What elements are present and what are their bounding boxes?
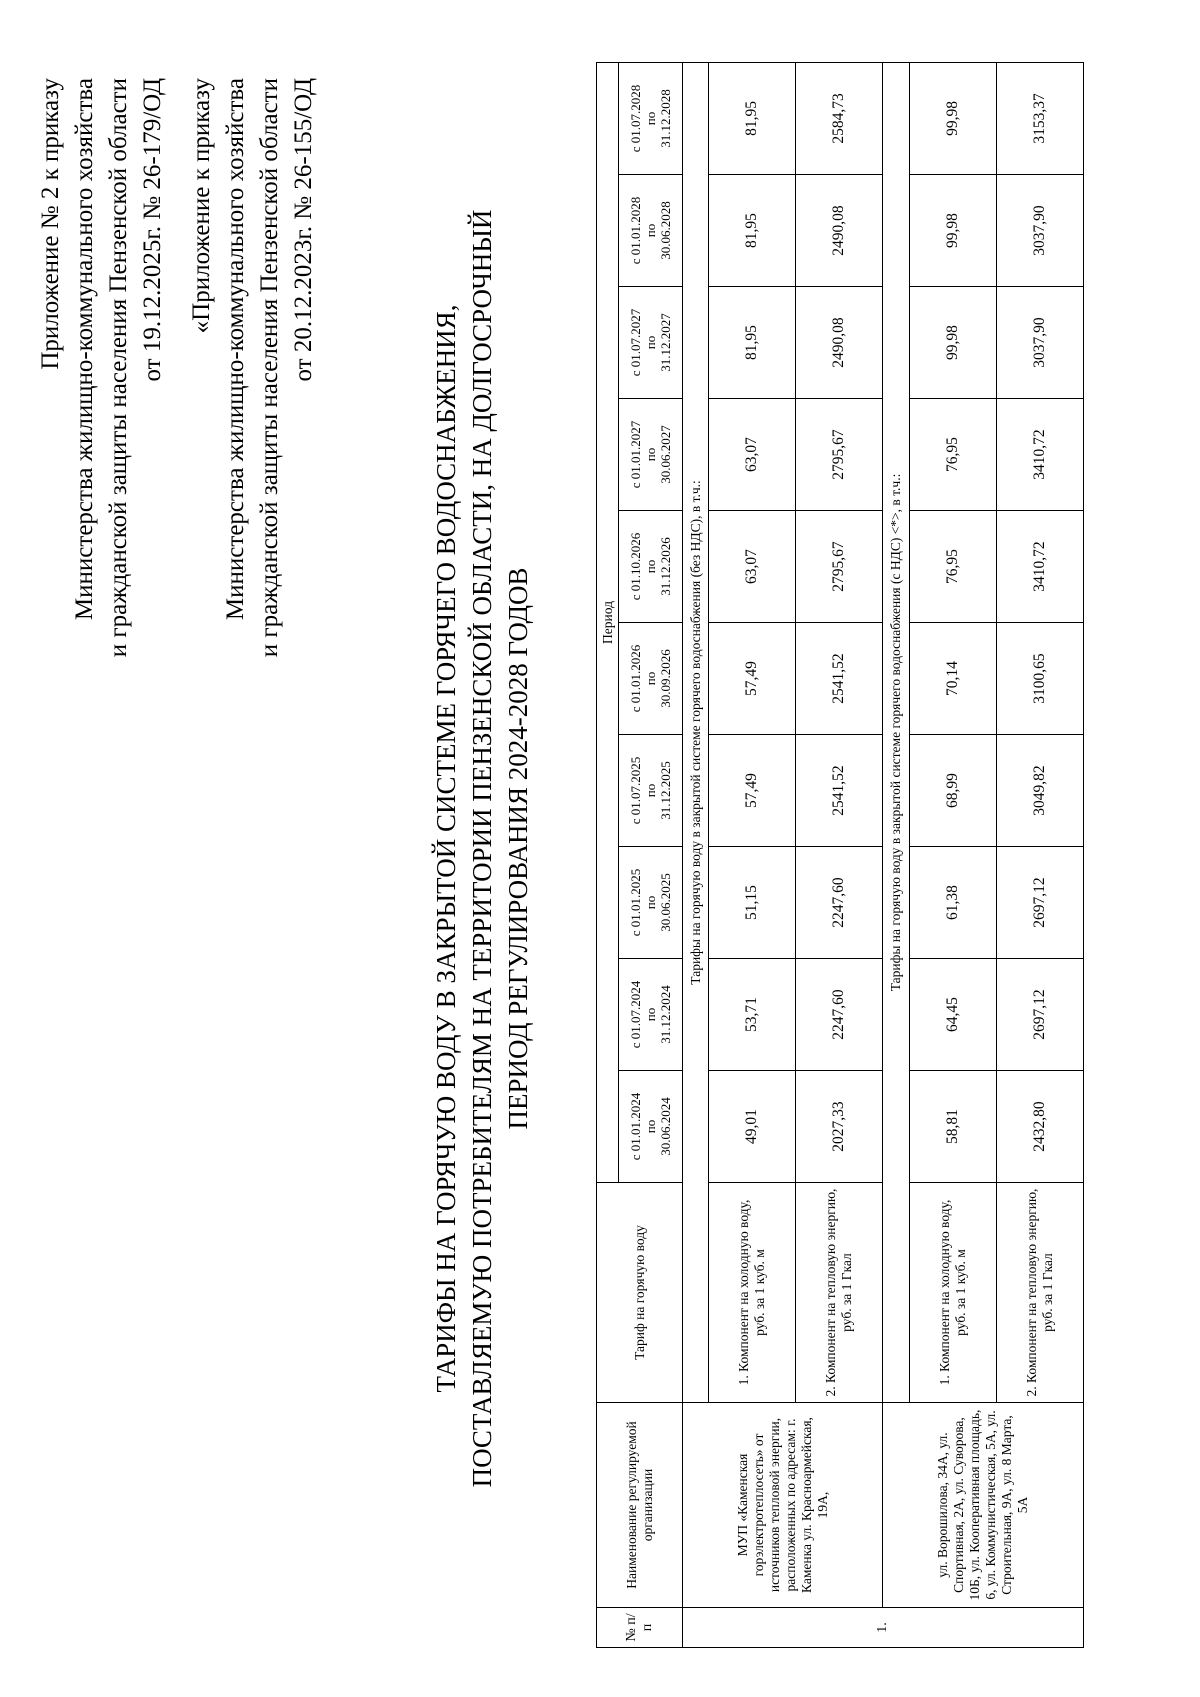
- previous-order-line: «Приложение к приказу: [188, 78, 215, 334]
- period-from: с 01.01.2028: [628, 196, 643, 265]
- period-to: 31.12.2026: [658, 537, 673, 596]
- period-from: с 01.01.2026: [628, 644, 643, 713]
- tariff-value: 3037,90: [996, 287, 1083, 399]
- period-from: с 01.10.2026: [628, 532, 643, 601]
- approval-note-line: от 19.12.2025г. № 26-179/ОД: [139, 78, 166, 382]
- period-header: [619, 847, 683, 959]
- period-to: 31.12.2024: [658, 985, 673, 1044]
- tariff-value: 2247,60: [796, 847, 883, 959]
- tariff-value: 81,95: [709, 287, 796, 399]
- tariff-value: 2432,80: [996, 1071, 1083, 1183]
- tariff-value: 99,98: [909, 175, 996, 287]
- section-heading: Тарифы на горячую воду в закрытой системе горячего водоснабжения (без НДС), в т.ч.:: [683, 62, 709, 1402]
- tariff-value: 2697,12: [996, 847, 1083, 959]
- approval-note-line: Министерства жилищно-коммунального хозяйства: [71, 78, 98, 621]
- tariff-value: 2541,52: [796, 735, 883, 847]
- organization-name: ул. Ворошилова, 34А, ул. Спортивная, 2А, ул. Суворова, 10Б, ул. Кооперативная площадь, 6, ул. Коммунистическая, 5А, ул. Строительная, 9А, ул. 8 Марта, 5А: [883, 1403, 1084, 1608]
- period-from: с 01.07.2025: [628, 756, 643, 825]
- tariff-value: 49,01: [709, 1071, 796, 1183]
- tariff-value: 3049,82: [996, 735, 1083, 847]
- tariff-value: 81,95: [709, 175, 796, 287]
- period-header: [619, 623, 683, 735]
- column-header-organization: Наименование регулируемой организации: [597, 1403, 683, 1608]
- section-heading-row: [683, 62, 709, 1647]
- tariff-value: 57,49: [709, 735, 796, 847]
- tariff-value: 3037,90: [996, 175, 1083, 287]
- tariff-value: 53,71: [709, 959, 796, 1071]
- tariff-value: 2027,33: [796, 1071, 883, 1183]
- title-line: ПЕРИОД РЕГУЛИРОВАНИЯ 2024-2028 ГОДОВ: [503, 567, 533, 1130]
- period-by: по: [643, 335, 658, 350]
- tariff-value: 70,14: [909, 623, 996, 735]
- tariff-table-body: [683, 62, 1084, 1647]
- period-header: [619, 511, 683, 623]
- period-by: по: [643, 559, 658, 574]
- column-header-tariff: Тариф на горячую воду: [597, 1183, 683, 1403]
- period-to: 31.12.2028: [658, 89, 673, 148]
- title-line: ПОСТАВЛЯЕМУЮ ПОТРЕБИТЕЛЯМ НА ТЕРРИТОРИИ ПЕНЗЕНСКОЙ ОБЛАСТИ, НА ДОЛГОСРОЧНЫЙ: [467, 209, 497, 1488]
- approval-note-line: и гражданской защиты населения Пензенской области: [105, 78, 132, 658]
- period-header: [619, 175, 683, 287]
- section-heading-row: [883, 62, 909, 1647]
- tariff-value: 64,45: [909, 959, 996, 1071]
- period-from: с 01.07.2024: [628, 980, 643, 1049]
- tariff-component: 2. Компонент на тепловую энергию, руб. за 1 Гкал: [996, 1183, 1083, 1403]
- tariff-value: 81,95: [709, 62, 796, 174]
- period-from: с 01.01.2025: [628, 868, 643, 937]
- period-from: с 01.07.2028: [628, 84, 643, 153]
- period-by: по: [643, 1007, 658, 1022]
- row-number: 1.: [683, 1608, 1084, 1648]
- tariff-value: 68,99: [909, 735, 996, 847]
- period-to: 30.09.2026: [658, 649, 673, 708]
- tariff-value: 63,07: [709, 511, 796, 623]
- tariff-value: 2541,52: [796, 623, 883, 735]
- tariff-value: 3410,72: [996, 399, 1083, 511]
- tariff-value: 2490,08: [796, 287, 883, 399]
- previous-order-line: Министерства жилищно-коммунального хозяйства: [222, 78, 249, 621]
- period-to: 30.06.2028: [658, 201, 673, 260]
- tariff-value: 58,81: [909, 1071, 996, 1183]
- column-header-number: № п/п: [597, 1608, 683, 1648]
- tariff-value: 2697,12: [996, 959, 1083, 1071]
- tariff-value: 61,38: [909, 847, 996, 959]
- period-by: по: [643, 783, 658, 798]
- tariff-value: 3410,72: [996, 511, 1083, 623]
- tariff-table: [596, 62, 1084, 1648]
- tariff-value: 3153,37: [996, 62, 1083, 174]
- organization-name: МУП «Каменская горэлектротеплосеть» от источников тепловой энергии, расположенных по адресам: г. Каменка ул. Красноармейская, 19А,: [683, 1403, 883, 1608]
- period-by: по: [643, 111, 658, 126]
- tariff-value: 51,15: [709, 847, 796, 959]
- period-by: по: [643, 223, 658, 238]
- period-by: по: [643, 895, 658, 910]
- previous-order-line: и гражданской защиты населения Пензенской области: [256, 78, 283, 658]
- tariff-component: 1. Компонент на холодную воду, руб. за 1 куб. м: [909, 1183, 996, 1403]
- tariff-value: 99,98: [909, 62, 996, 174]
- tariff-component: 2. Компонент на тепловую энергию, руб. за 1 Гкал: [796, 1183, 883, 1403]
- tariff-value: 2584,73: [796, 62, 883, 174]
- section-heading: Тарифы на горячую воду в закрытой системе горячего водоснабжения (с НДС) <*>, в т.ч.:: [883, 62, 909, 1402]
- period-by: по: [643, 447, 658, 462]
- period-to: 31.12.2027: [658, 313, 673, 372]
- period-header: [619, 735, 683, 847]
- period-to: 30.06.2024: [658, 1097, 673, 1156]
- approval-note-line: Приложение № 2 к приказу: [37, 78, 64, 370]
- period-from: с 01.07.2027: [628, 308, 643, 377]
- document-title: [428, 0, 536, 1697]
- tariff-value: 2795,67: [796, 511, 883, 623]
- tariff-value: 2247,60: [796, 959, 883, 1071]
- tariff-value: 2490,08: [796, 175, 883, 287]
- period-to: 30.06.2027: [658, 425, 673, 484]
- tariff-value: 57,49: [709, 623, 796, 735]
- title-line: ТАРИФЫ НА ГОРЯЧУЮ ВОДУ В ЗАКРЫТОЙ СИСТЕМЕ ГОРЯЧЕГО ВОДОСНАБЖЕНИЯ,: [431, 304, 461, 1393]
- period-header: [619, 959, 683, 1071]
- tariff-value: 99,98: [909, 287, 996, 399]
- approval-note: [34, 78, 170, 898]
- previous-order-line: от 20.12.2023г. № 26-155/ОД: [290, 78, 317, 382]
- period-header: [619, 62, 683, 174]
- tariff-value: 2795,67: [796, 399, 883, 511]
- period-from: с 01.01.2027: [628, 420, 643, 489]
- period-by: по: [643, 1119, 658, 1134]
- period-header: [619, 399, 683, 511]
- tariff-value: 76,95: [909, 511, 996, 623]
- previous-order-note: [185, 78, 321, 898]
- period-header: [619, 1071, 683, 1183]
- period-to: 31.12.2025: [658, 761, 673, 820]
- column-header-period: Период: [597, 62, 619, 1182]
- tariff-value: 76,95: [909, 399, 996, 511]
- tariff-value: 63,07: [709, 399, 796, 511]
- period-header: [619, 287, 683, 399]
- tariff-value: 3100,65: [996, 623, 1083, 735]
- period-to: 30.06.2025: [658, 873, 673, 932]
- tariff-component: 1. Компонент на холодную воду, руб. за 1 куб. м: [709, 1183, 796, 1403]
- period-from: с 01.01.2024: [628, 1092, 643, 1161]
- period-by: по: [643, 671, 658, 686]
